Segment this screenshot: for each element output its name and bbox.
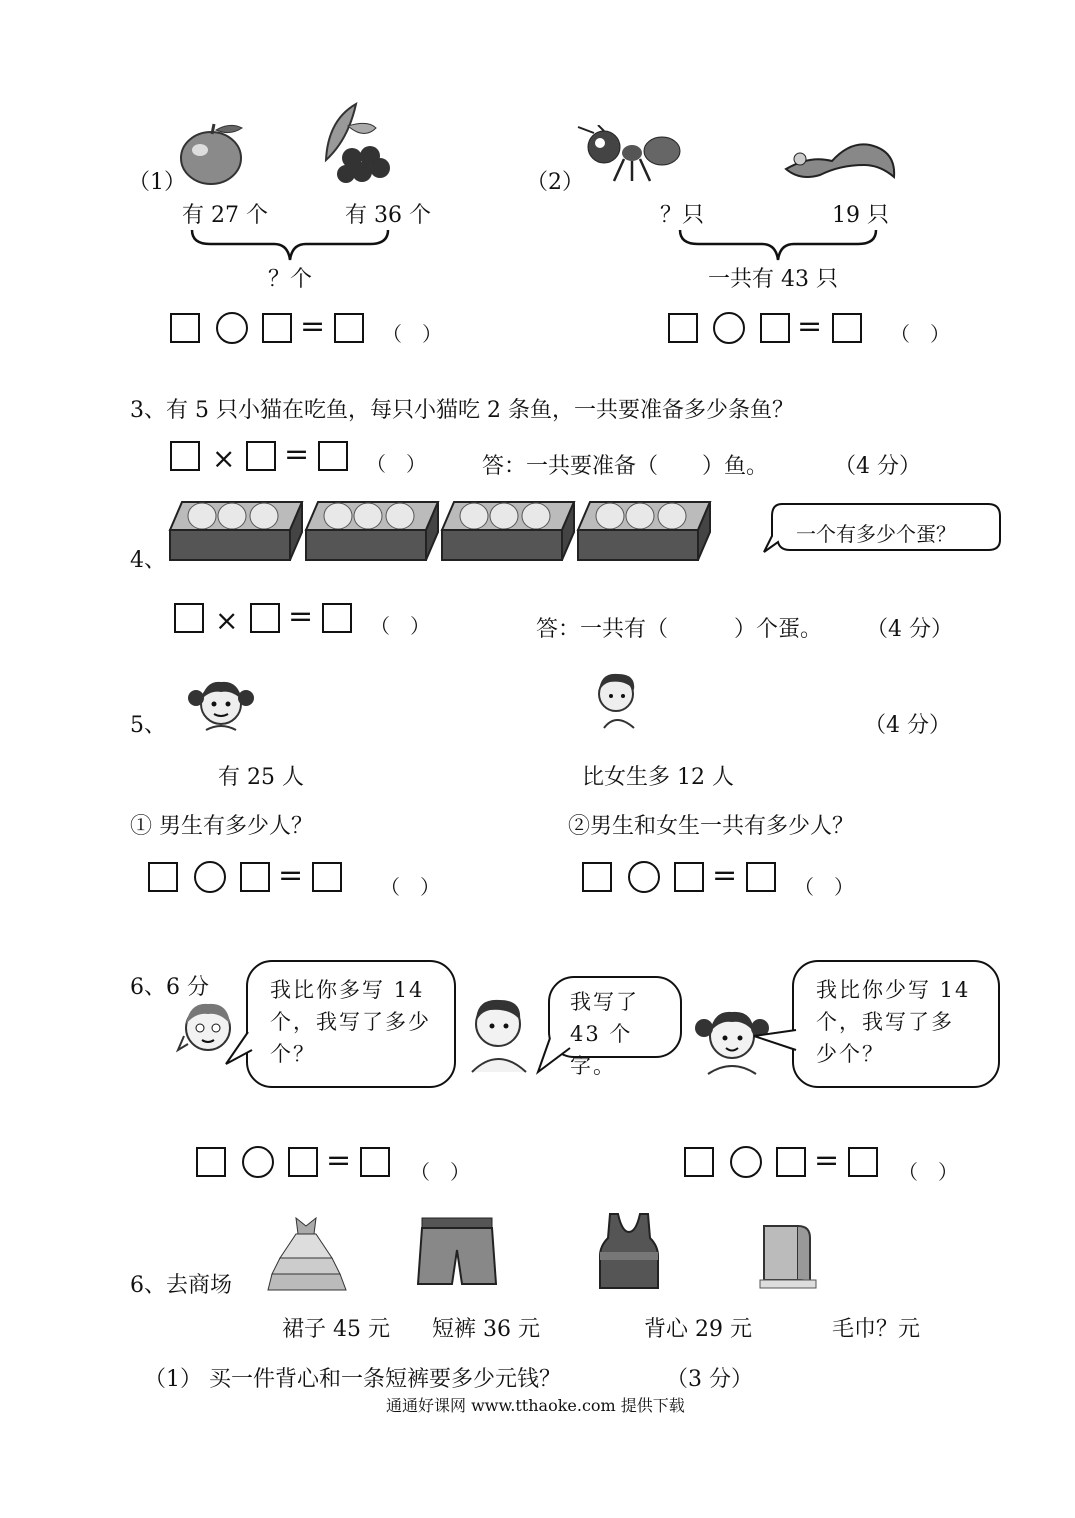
answer-box[interactable] — [832, 313, 862, 343]
boys-count-text: 比女生多 12 人 — [582, 765, 734, 790]
answer-box[interactable] — [334, 313, 364, 343]
answer-box[interactable] — [170, 441, 200, 471]
equals-sign: = — [326, 1143, 352, 1178]
question-3-answer: 答：一共要准备（ ）鱼。 — [482, 454, 769, 479]
apple-icon — [178, 120, 248, 186]
question-7-label: 6、去商场 — [130, 1273, 232, 1298]
answer-box[interactable] — [684, 1147, 714, 1177]
question-5-label: 5、 — [130, 713, 166, 738]
part-2-total-text: 一共有 43 只 — [708, 267, 838, 292]
unit-paren[interactable]: （ ） — [370, 614, 430, 638]
part-2-left-text: ？只 — [660, 203, 705, 228]
equals-sign: = — [284, 437, 310, 472]
question-7-sub-1: （1） 买一件背心和一条短裤要多少元钱？ — [144, 1367, 561, 1392]
answer-box[interactable] — [746, 862, 776, 892]
bubble-tail — [752, 1026, 798, 1056]
answer-box[interactable] — [360, 1147, 390, 1177]
equals-sign: = — [814, 1143, 840, 1178]
operator-circle[interactable] — [713, 312, 745, 344]
grapes-icon — [318, 100, 398, 188]
part-1-left-text: 有 27 个 — [182, 203, 268, 228]
boy-icon — [590, 668, 646, 730]
operator-circle[interactable] — [628, 861, 660, 893]
answer-box[interactable] — [196, 1147, 226, 1177]
part-2-label: （2） — [526, 170, 584, 195]
unit-paren[interactable]: （ ） — [366, 452, 426, 476]
equals-sign: = — [288, 599, 314, 634]
answer-box[interactable] — [674, 862, 704, 892]
operator-circle[interactable] — [730, 1146, 762, 1178]
answer-box[interactable] — [170, 313, 200, 343]
part-1-total-text: ？个 — [268, 267, 313, 292]
answer-box[interactable] — [760, 313, 790, 343]
answer-box[interactable] — [668, 313, 698, 343]
operator-circle[interactable] — [194, 861, 226, 893]
question-7-score: （3 分） — [666, 1367, 753, 1392]
girl-icon — [186, 672, 256, 732]
unit-paren[interactable]: （ ） — [382, 322, 442, 346]
item-price: 短裤 36 元 — [432, 1317, 540, 1342]
part-2-right-text: 19 只 — [832, 203, 889, 228]
equals-sign: = — [712, 858, 738, 893]
question-6-label: 6、6 分 — [130, 975, 209, 1000]
skirt-icon — [266, 1214, 348, 1294]
question-4-score: （4 分） — [866, 617, 953, 642]
operator-circle[interactable] — [216, 312, 248, 344]
answer-box[interactable] — [174, 603, 204, 633]
part-1-label: （1） — [128, 170, 186, 195]
unit-paren[interactable]: （ ） — [794, 875, 854, 899]
question-3-text: 3、有 5 只小猫在吃鱼，每只小猫吃 2 条鱼，一共要准备多少条鱼？ — [130, 398, 794, 423]
vest-icon — [596, 1212, 662, 1292]
answer-box[interactable] — [262, 313, 292, 343]
answer-box[interactable] — [582, 862, 612, 892]
question-4-bubble-text: 一个有多少个蛋？ — [796, 522, 956, 546]
towel-icon — [756, 1222, 820, 1292]
footer-text: 通通好课网 www.tthaoke.com 提供下载 — [386, 1396, 685, 1415]
unit-paren[interactable]: （ ） — [380, 875, 440, 899]
answer-box[interactable] — [318, 441, 348, 471]
times-sign: × — [212, 442, 236, 475]
ant-icon — [574, 125, 684, 185]
bubble-tail — [536, 1036, 576, 1076]
snake-icon — [780, 135, 900, 185]
equals-sign: = — [278, 858, 304, 893]
unit-paren[interactable]: （ ） — [410, 1160, 470, 1184]
answer-box[interactable] — [776, 1147, 806, 1177]
bubble-tail — [224, 1030, 254, 1070]
item-price: 背心 29 元 — [644, 1317, 752, 1342]
question-5-sub-2: ②男生和女生一共有多少人？ — [568, 814, 855, 839]
answer-box[interactable] — [322, 603, 352, 633]
unit-paren[interactable]: （ ） — [898, 1160, 958, 1184]
question-3-score: （4 分） — [834, 454, 921, 479]
equals-sign: = — [300, 309, 326, 344]
question-4-answer: 答：一共有（ ）个蛋。 — [536, 617, 823, 642]
answer-box[interactable] — [288, 1147, 318, 1177]
item-price: 毛巾？元 — [832, 1317, 921, 1342]
answer-box[interactable] — [148, 862, 178, 892]
brace-icon — [676, 228, 881, 264]
question-4-label: 4、 — [130, 548, 166, 573]
times-sign: × — [215, 604, 239, 637]
answer-box[interactable] — [246, 441, 276, 471]
answer-box[interactable] — [240, 862, 270, 892]
egg-cartons-icon — [168, 500, 718, 566]
shorts-icon — [416, 1216, 498, 1288]
item-price: 裙子 45 元 — [282, 1317, 390, 1342]
question-5-sub-1: ① 男生有多少人？ — [130, 814, 313, 839]
brace-icon — [188, 228, 393, 264]
part-1-right-text: 有 36 个 — [345, 203, 431, 228]
answer-box[interactable] — [312, 862, 342, 892]
speech-bubble-middle: 我写了 43 个字。 — [548, 976, 682, 1058]
girls-count-text: 有 25 人 — [218, 765, 304, 790]
equals-sign: = — [797, 309, 823, 344]
speech-bubble-left: 我比你多写 14 个，我写了多少个？ — [246, 960, 456, 1088]
answer-box[interactable] — [250, 603, 280, 633]
unit-paren[interactable]: （ ） — [890, 322, 950, 346]
answer-box[interactable] — [848, 1147, 878, 1177]
question-5-score: （4 分） — [864, 713, 951, 738]
operator-circle[interactable] — [242, 1146, 274, 1178]
speech-bubble-right: 我比你少写 14 个，我写了多少个？ — [792, 960, 1000, 1088]
boy-icon — [460, 990, 540, 1074]
